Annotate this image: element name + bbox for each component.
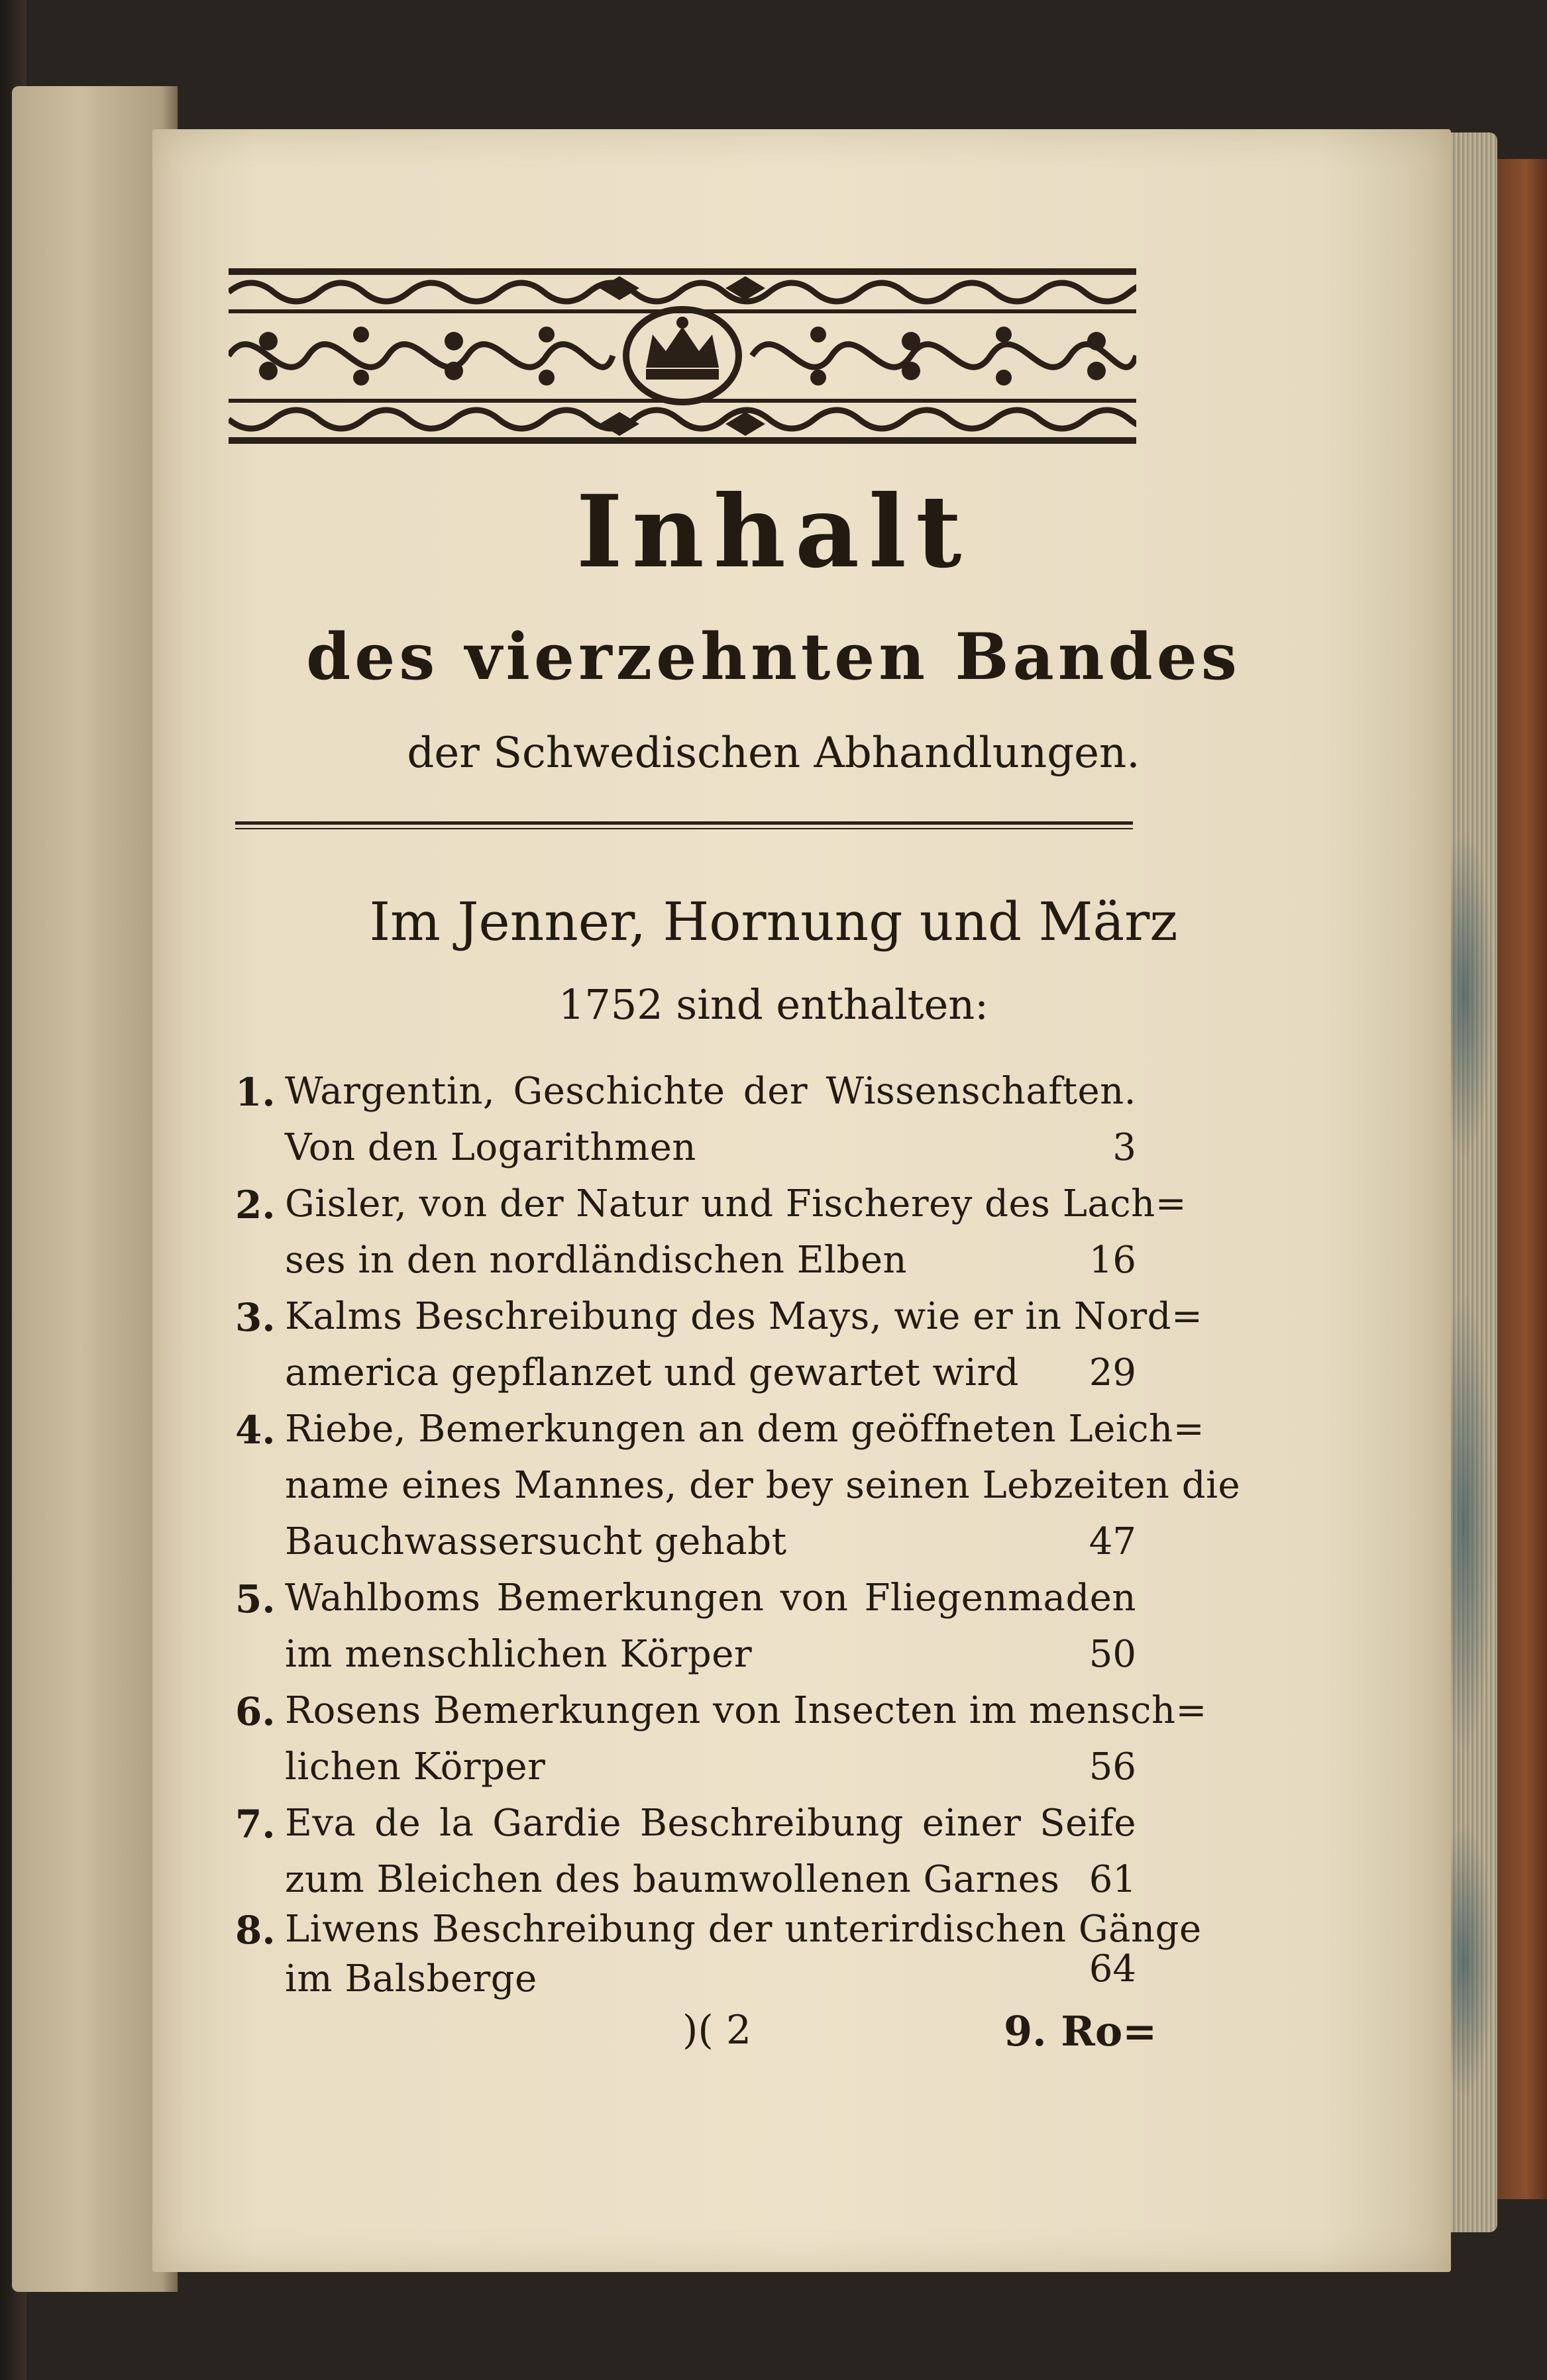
page-title: Inhalt [576, 474, 971, 590]
entry-number: 4. [235, 1408, 276, 1453]
page-subtitle: des vierzehnten Bandes [306, 619, 1241, 694]
entry-line: Wargentin, Geschichte der Wissenschaften. [285, 1070, 1136, 1113]
page-subtitle-secondary: der Schwedischen Abhandlungen. [407, 729, 1140, 778]
entry-line: Eva de la Gardie Beschreibung einer Seife [285, 1802, 1136, 1845]
entry-number: 1. [235, 1070, 276, 1115]
entry-line: name eines Mannes, der bey seinen Lebzeiten die [285, 1464, 1241, 1507]
entry-page-number: 16 [1089, 1239, 1136, 1282]
entry-line: Kalms Beschreibung des Mays, wie er in Nord= [285, 1295, 1203, 1338]
section-heading: Im Jenner, Hornung und März [369, 891, 1178, 953]
entry-line: ses in den nordländischen Elben [285, 1239, 908, 1282]
entry-line: america gepflanzet und gewartet wird [285, 1351, 1020, 1394]
entry-number: 8. [235, 1908, 276, 1953]
entry-page-number: 29 [1089, 1351, 1136, 1394]
entry-line: Wahlboms Bemerkungen von Fliegenmaden [285, 1577, 1136, 1620]
entry-page-number: 47 [1089, 1520, 1136, 1563]
entry-line: Riebe, Bemerkungen an dem geöffneten Leich= [285, 1408, 1205, 1451]
entry-line: lichen Körper [285, 1745, 546, 1788]
entry-line: Gisler, von der Natur und Fischerey des Lach= [285, 1182, 1187, 1225]
entry-number: 3. [235, 1295, 276, 1340]
ornament-graphic [229, 268, 1136, 444]
entry-line: Liwens Beschreibung der unterirdischen Gänge [285, 1908, 1202, 1951]
entry-page-number: 56 [1089, 1745, 1136, 1788]
entry-line: Von den Logarithmen [285, 1126, 696, 1169]
entry-line: im menschlichen Körper [285, 1633, 753, 1676]
entry-number: 6. [235, 1689, 276, 1734]
entry-page-number: 3 [1112, 1126, 1136, 1169]
signature-mark: )( 2 [682, 2007, 752, 2053]
section-subheading: 1752 sind enthalten: [558, 980, 989, 1029]
book-cover-edge [1494, 159, 1547, 2199]
entry-line: Bauchwassersucht gehabt [285, 1520, 787, 1563]
crown-medallion [626, 309, 739, 402]
divider-rule-thin [235, 828, 1133, 829]
entry-number: 2. [235, 1182, 276, 1227]
headpiece-ornament [229, 268, 1136, 444]
entry-page-number: 50 [1089, 1633, 1136, 1676]
entry-number: 5. [235, 1577, 276, 1622]
entry-page-number: 64 [1089, 1947, 1136, 1991]
divider-rule [235, 821, 1133, 825]
entry-line: zum Bleichen des baumwollenen Garnes [285, 1858, 1060, 1901]
catchword: 9. Ro= [1004, 2007, 1157, 2055]
entry-line: im Balsberge [285, 1957, 537, 2000]
entry-number: 7. [235, 1802, 276, 1847]
entry-line: Rosens Bemerkungen von Insecten im mensch= [285, 1689, 1207, 1732]
entry-page-number: 61 [1089, 1858, 1136, 1901]
